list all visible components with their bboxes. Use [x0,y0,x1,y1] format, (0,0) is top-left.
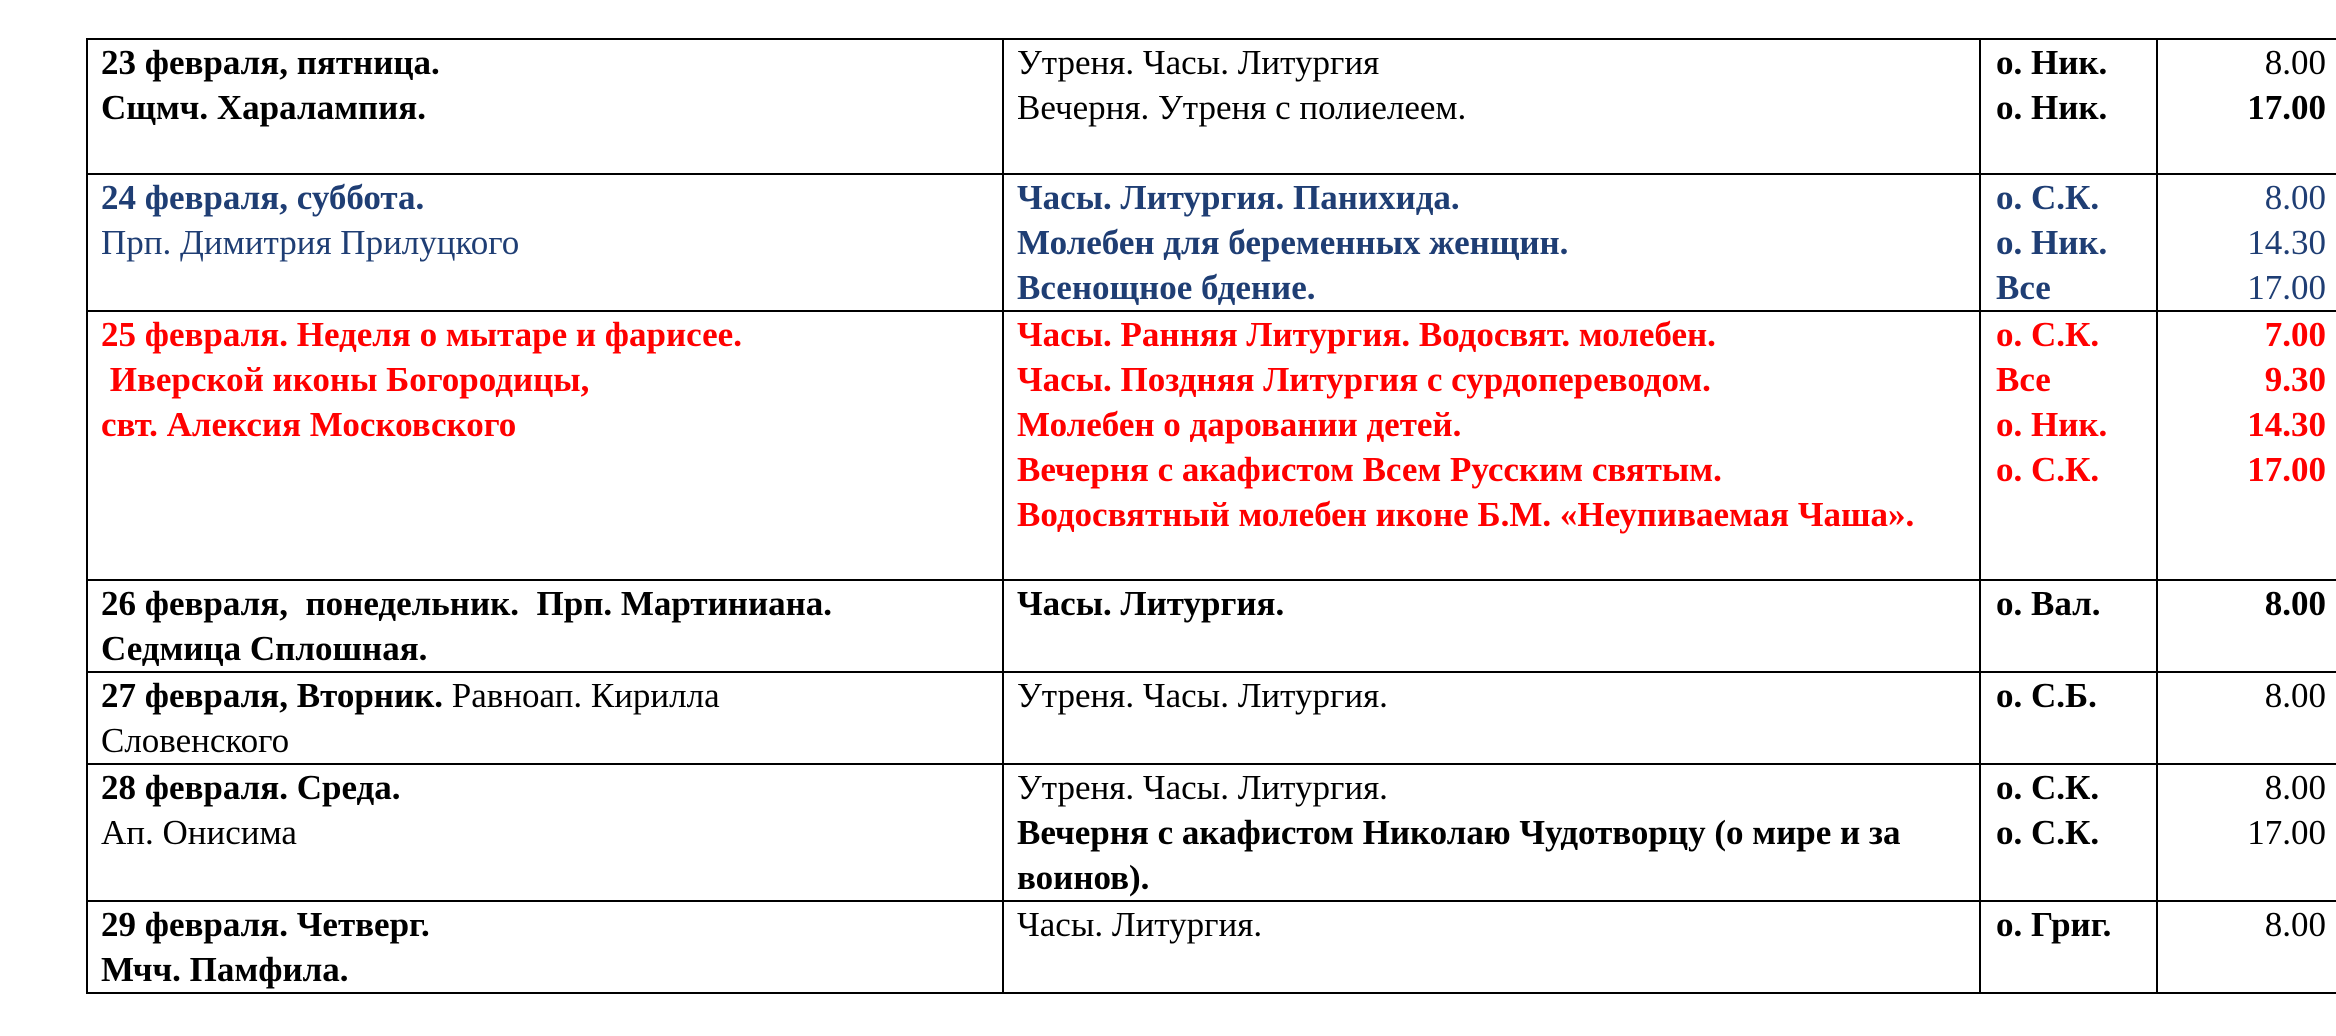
service-item: Часы. Поздняя Литургия с сурдопереводом. [1017,360,1711,399]
schedule-row [87,174,2336,311]
schedule-row [87,580,2336,672]
priest-name: о. Ник. [1996,88,2108,127]
times-cell [2157,174,2336,311]
services-cell [1003,580,1980,672]
services-cell [1003,901,1980,993]
times-cell [2157,764,2336,901]
service-item: Часы. Литургия. Панихида. [1017,178,1460,217]
schedule-row [87,311,2336,580]
day-date: 27 февраля, Вторник. [101,676,444,715]
service-item: Молебен о даровании детей. [1017,405,1462,444]
priest-name: о. Ник. [1996,405,2108,444]
service-time: 8.00 [2264,676,2326,715]
services-cell [1003,174,1980,311]
service-time: 8.00 [2264,584,2326,623]
day-saint: Седмица Сплошная. [101,629,428,668]
service-time: 17.00 [2247,813,2326,852]
service-time: 17.00 [2247,268,2326,307]
priest-name: о. Вал. [1996,584,2101,623]
service-time: 17.00 [2247,450,2326,489]
priests-cell [1980,901,2157,993]
schedule-row [87,672,2336,764]
service-time: 14.30 [2247,405,2326,444]
schedule-row [87,39,2336,174]
schedule-row [87,901,2336,993]
priest-name: о. С.К. [1996,768,2100,807]
service-item: Всенощное бдение. [1017,268,1316,307]
day-cell [87,672,1003,764]
service-item: Утреня. Часы. Литургия [1017,43,1380,82]
service-time: 17.00 [2247,88,2326,127]
day-date: 26 февраля, понедельник. Прп. Мартиниана. [101,584,833,623]
service-item: Молебен для беременных женщин. [1017,223,1569,262]
priest-name: о. Ник. [1996,223,2108,262]
priest-name: Все [1996,268,2051,307]
services-cell [1003,39,1980,174]
service-item: Часы. Литургия. [1017,905,1263,944]
day-date: 24 февраля, суббота. [101,178,425,217]
schedule-table [86,38,2336,994]
day-saint: Мчч. Памфила. [101,950,349,989]
priest-name: Все [1996,360,2051,399]
priests-cell [1980,672,2157,764]
day-saint: Сщмч. Харалампия. [101,88,426,127]
service-time: 8.00 [2264,43,2326,82]
day-cell [87,39,1003,174]
day-date: 29 февраля. Четверг. [101,905,430,944]
services-cell [1003,764,1980,901]
service-item: Водосвятный молебен иконе Б.М. «Неупиваемая Чаша». [1017,495,1915,534]
service-time: 14.30 [2247,223,2326,262]
service-time: 9.30 [2264,360,2326,399]
times-cell [2157,39,2336,174]
service-time: 8.00 [2264,768,2326,807]
priests-cell [1980,39,2157,174]
priest-name: о. С.К. [1996,813,2100,852]
times-cell [2157,580,2336,672]
schedule-row [87,764,2336,901]
day-cell [87,580,1003,672]
day-date: 25 февраля. Неделя о мытаре и фарисее. [101,315,742,354]
times-cell [2157,311,2336,580]
priest-name: о. Ник. [1996,43,2108,82]
priests-cell [1980,764,2157,901]
day-cell [87,174,1003,311]
times-cell [2157,672,2336,764]
service-item: Вечерня с акафистом Николаю Чудотворцу (о мире и за воинов). [1017,813,1901,897]
services-cell [1003,311,1980,580]
service-item: Вечерня с акафистом Всем Русским святым. [1017,450,1722,489]
day-icon-feast: Иверской иконы Богородицы, [101,360,590,399]
day-cell [87,311,1003,580]
day-saint: свт. Алексия Московского [101,405,517,444]
day-date: 28 февраля. Среда. [101,768,401,807]
priests-cell [1980,580,2157,672]
priest-name: о. С.Б. [1996,676,2097,715]
service-time: 8.00 [2264,905,2326,944]
priests-cell [1980,174,2157,311]
service-item: Утреня. Часы. Литургия. [1017,676,1388,715]
service-time: 7.00 [2264,315,2326,354]
priests-cell [1980,311,2157,580]
service-time: 8.00 [2264,178,2326,217]
service-item: Часы. Литургия. [1017,584,1285,623]
service-item: Часы. Ранняя Литургия. Водосвят. молебен. [1017,315,1716,354]
times-cell [2157,901,2336,993]
day-cell [87,764,1003,901]
day-date: 23 февраля, пятница. [101,43,440,82]
priest-name: о. С.К. [1996,178,2100,217]
day-saint: Прп. Димитрия Прилуцкого [101,223,520,262]
priest-name: о. С.К. [1996,315,2100,354]
day-cell [87,901,1003,993]
service-item: Утреня. Часы. Литургия. [1017,768,1388,807]
priest-name: о. Григ. [1996,905,2112,944]
day-saint: Равноап. Кирилла Словенского [101,676,720,760]
priest-name: о. С.К. [1996,450,2100,489]
day-saint: Ап. Онисима [101,813,297,852]
service-item: Вечерня. Утреня с полиелеем. [1017,88,1467,127]
services-cell [1003,672,1980,764]
